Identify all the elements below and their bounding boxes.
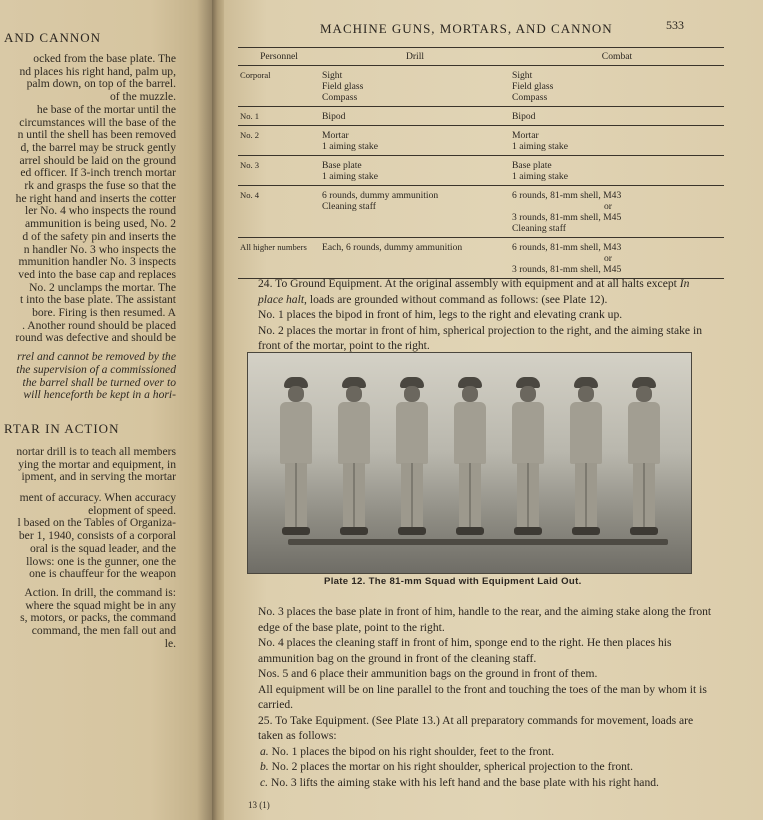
soldier-legs [517,463,539,531]
section-24-text: At the original assembly with equipment and at all halts except [382,277,680,290]
table-row [238,238,724,279]
soldier-boots [456,527,484,535]
left-text-line: he base of the mortar until the [36,102,176,116]
section-24-no1: No. 1 places the bipod in front of him, legs to the right and elevating crank up. [258,308,623,321]
soldier-body [280,402,312,464]
left-text-line: ved into the base cap and replaces [18,267,176,281]
soldier-body [628,402,660,464]
table-header: Personnel [238,48,320,66]
section-25-text: (See Plate 13.) At all preparatory commands for movement, loads are taken as follows: [258,713,694,742]
right-page [224,0,763,820]
soldier-body [570,402,602,464]
table-cell-personnel: No. 4 [238,186,320,238]
left-text-line: ler No. 4 who inspects the round [24,204,176,218]
table-cell-line: Bipod [512,111,536,122]
soldier-figure [392,377,432,537]
section-24-text-b: , loads are grounded without command as follows: (see Plate 12). [304,292,608,306]
table-cell-line: Cleaning staff [512,223,566,234]
left-text-line: n until the shell has been removed [17,128,176,142]
soldier-head [404,386,420,402]
table-cell-personnel: All higher numbers [238,238,320,279]
left-page [0,0,214,820]
left-text-line: l based on the Tables of Organiza- [17,516,176,530]
section-24 [248,276,716,354]
item-label: c. [260,775,269,789]
soldier-figure [508,377,548,537]
soldier-legs [285,463,307,531]
section-25-heading: 25. To Take Equipment. [258,713,369,727]
table-cell-combat [510,107,724,126]
table-cell-combat [510,156,724,186]
item-label: b. [260,760,269,773]
soldier-figure [566,377,606,537]
left-italic-line: rrel and cannot be removed by the [17,350,176,364]
table-cell-line: Sight [322,70,343,81]
soldier-legs [343,463,365,531]
left-text-line: arrel should be laid on the ground [19,153,176,167]
table-cell-line: 1 aiming stake [512,141,568,152]
table-cell-drill [320,156,510,186]
item-text: No. 2 places the mortar on his right shoulder, spherical projection to the front. [268,760,634,773]
table-cell-drill [320,186,510,238]
section-24-no56: Nos. 5 and 6 place their ammunition bags on the ground in front of them. [258,667,598,680]
soldier-boots [514,527,542,535]
left-running-head: AND CANNON [4,30,102,45]
left-section-heading: RTAR IN ACTION [4,420,120,436]
soldier-body [338,402,370,464]
left-text-line: palm down, on top of the barrel. [26,77,176,91]
table-cell-line: 1 aiming stake [512,171,568,182]
plate-12-photo [247,352,692,574]
section-24-continued [248,604,716,790]
item-text: No. 1 places the bipod on his right shoulder, feet to the front. [268,744,555,758]
left-text-line: bore. Firing is then resumed. A [32,306,176,319]
table-cell-line: Base plate [322,160,362,171]
table-body [238,66,724,279]
equipment-on-ground [288,539,668,545]
table-cell-line: or [604,253,612,264]
item-text: No. 3 lifts the aiming stake with his left hand and the base plate with his right hand. [268,775,659,789]
table-cell-combat [510,126,724,156]
left-text-line: oral is the squad leader, and the [29,541,176,555]
left-text-line: nortar drill is to teach all members [16,444,176,458]
left-text-line: he right hand and inserts the cotter [15,191,176,205]
left-text-line: one is chauffeur for the weapon [29,567,176,581]
page-number: 533 [666,18,684,32]
running-head: MACHINE GUNS, MORTARS, AND CANNON [320,21,613,36]
table-header: Combat [510,48,724,66]
soldier-body [396,402,428,464]
left-text-line: ocked from the base plate. The [33,52,176,65]
soldier-head [288,386,304,402]
soldier-boots [340,527,368,535]
left-italic-line: the supervision of a commissioned [16,362,176,376]
left-text-line: ying the mortar and equipment, in [18,457,176,471]
section-25-a [248,744,716,760]
left-text-line: ed officer. If 3-inch trench mortar [20,166,176,180]
table-cell-personnel: No. 1 [238,107,320,126]
section-25-b [248,759,716,775]
left-text-line: d, the barrel may be struck gently [20,140,176,154]
soldier-boots [630,527,658,535]
left-text-line: where the squad might be in any [25,598,176,612]
table-cell-drill [320,66,510,107]
left-text-line: s, motors, or packs, the command [20,611,176,625]
table-cell-line: Each, 6 rounds, dummy ammunition [322,242,463,253]
section-25-intro [248,713,716,744]
table-cell-line: 6 rounds, 81-mm shell, M43 [512,190,622,201]
soldier-boots [572,527,600,535]
table-row [238,156,724,186]
table-header: Drill [320,48,510,66]
section-24-italic: In place halt [258,277,690,306]
section-24-intro [248,276,716,307]
table-cell-line: Cleaning staff [322,201,376,212]
item-label: a. [260,744,269,758]
soldier-body [454,402,486,464]
table-header-row [238,48,724,66]
left-text-line: d of the safety pin and inserts the [22,229,176,243]
table-cell-line: Field glass [322,81,364,92]
table-cell-combat [510,186,724,238]
soldier-figure [450,377,490,537]
table-cell-drill [320,238,510,279]
left-text-line: ammunition is being used, No. 2 [24,217,176,231]
table-cell-line: 1 aiming stake [322,171,378,182]
table-cell-line: or [604,201,612,212]
table-cell-line: Base plate [512,160,552,171]
section-24-heading: 24. To Ground Equipment. [258,277,383,290]
table-cell-line: Bipod [322,111,346,122]
left-text-line: llows: one is the gunner, one the [26,554,176,568]
plate-caption: Plate 12. The 81-mm Squad with Equipment Laid Out. [324,576,582,587]
left-text-line: of the muzzle. [110,90,176,104]
section-24-no3: No. 3 places the base plate in front of him, handle to the rear, and the aiming stake along the front edge of the base plate, point to the right. [258,605,712,634]
soldier-legs [401,463,423,531]
section-24-no4: No. 4 places the cleaning staff in front of him, sponge end to the right. He then places his ammunition bag on the ground in front of the cleaning staff. [258,636,672,665]
left-text-line: . Another round should be placed [22,318,176,332]
left-text-line: circumstances will the base of the [19,115,176,129]
table-cell-line: Mortar [512,130,539,141]
table-row [238,126,724,156]
table-cell-combat [510,238,724,279]
table-cell-line: Compass [512,92,548,103]
table-cell-combat [510,66,724,107]
soldier-legs [633,463,655,531]
page-footer: 13 (1) [248,800,270,810]
left-text-line: rk and grasps the fuse so that the [24,179,176,192]
left-text-line: round was defective and should be [15,331,176,345]
table-cell-personnel: No. 3 [238,156,320,186]
soldier-head [636,386,652,402]
left-italic-line: will henceforth be kept in a hori- [23,388,176,402]
section-24-no2: No. 2 places the mortar in front of him, spherical projection to the right, and the aiming stake in front of the mortar, point to the right. [258,323,702,352]
table-cell-line: Sight [512,70,533,81]
left-text-line: ber 1, 1940, consists of a corporal [18,529,176,543]
table-cell-line: 6 rounds, 81-mm shell, M43 [512,242,622,253]
left-text-line: ment of accuracy. When accuracy [19,491,176,504]
table-cell-line: Mortar [322,130,349,141]
table-cell-drill [320,126,510,156]
left-text-line: ipment, and in serving the mortar [21,470,176,484]
table-row [238,66,724,107]
left-text-line: le. [164,636,176,650]
table-cell-personnel: Corporal [238,66,320,107]
soldier-legs [459,463,481,531]
soldier-head [462,386,478,402]
soldier-boots [282,527,310,535]
left-text-line: nd places his right hand, palm up, [19,64,176,78]
left-text-line: No. 2 unclamps the mortar. The [29,280,176,294]
soldier-figure [276,377,316,537]
left-text-line: mmunition handler No. 3 inspects [18,255,176,269]
soldier-figure [334,377,374,537]
section-25-c [248,775,716,791]
table-cell-line: Field glass [512,81,554,92]
section-24-all: All equipment will be on line parallel to the front and touching the toes of the man by whom it is carried. [258,682,707,711]
left-italic-line: the barrel shall be turned over to [22,375,176,389]
table-cell-line: 6 rounds, dummy ammunition [322,190,439,201]
table-row [238,107,724,126]
left-text-line: elopment of speed. [88,503,176,517]
left-text-line: command, the men fall out and [31,624,176,637]
soldier-legs [575,463,597,531]
table-cell-drill [320,107,510,126]
left-text-line: t into the base plate. The assistant [20,293,176,307]
left-text-line: Action. In drill, the command is: [24,585,176,599]
table-cell-personnel: No. 2 [238,126,320,156]
soldier-head [346,386,362,402]
soldier-body [512,402,544,464]
table-cell-line: Compass [322,92,358,103]
soldier-head [520,386,536,402]
table-cell-line: 1 aiming stake [322,141,378,152]
soldier-boots [398,527,426,535]
equipment-table [238,47,724,279]
table-row [238,186,724,238]
soldier-figure [624,377,664,537]
soldier-head [578,386,594,402]
table-cell-line: 3 rounds, 81-mm shell, M45 [512,264,622,275]
left-text-line: n handler No. 3 who inspects the [23,242,176,256]
table-cell-line: 3 rounds, 81-mm shell, M45 [512,212,622,223]
